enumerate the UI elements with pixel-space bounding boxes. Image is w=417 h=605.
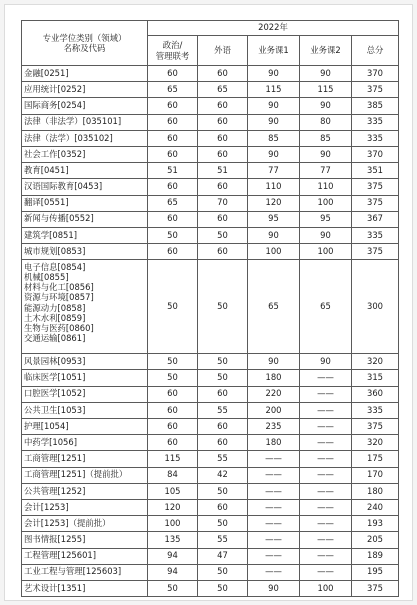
cell-course2: 90 [300, 66, 352, 82]
cell-total: 351 [352, 163, 399, 179]
cell-politics: 60 [148, 130, 198, 146]
cell-course1: 90 [248, 580, 300, 596]
cell-total: 195 [352, 564, 399, 580]
engineering-program-name: 资源与环境[0857] [24, 292, 94, 303]
cell-politics: 60 [148, 419, 198, 435]
cell-program-name: 艺术设计[1351] [22, 580, 148, 596]
cell-course1: —— [248, 499, 300, 515]
table-row [22, 354, 399, 370]
table-row [22, 467, 399, 483]
cell-course1: —— [248, 564, 300, 580]
cell-program-name: 城市规划[0853] [22, 244, 148, 260]
cell-total: 189 [352, 548, 399, 564]
col-course2-header: 业务课2 [300, 36, 352, 66]
table-row [22, 499, 399, 515]
cell-program-name: 口腔医学[1052] [22, 386, 148, 402]
engineering-program-name: 能源动力[0858] [24, 302, 86, 313]
cell-politics: 60 [148, 244, 198, 260]
cell-program-name: 工商管理[1251]（提前批） [22, 467, 148, 483]
cell-foreign: 60 [198, 130, 248, 146]
table-row-engineering [22, 260, 399, 354]
cell-total: 300 [352, 260, 399, 354]
col-politics-line-2: 管理联考 [155, 50, 190, 61]
cell-course2: —— [300, 402, 352, 418]
cell-course1: 90 [248, 146, 300, 162]
cell-course1: 180 [248, 370, 300, 386]
cell-politics: 50 [148, 580, 198, 596]
cell-course1: 77 [248, 163, 300, 179]
cell-course2: —— [300, 435, 352, 451]
cell-foreign: 60 [198, 386, 248, 402]
cell-program-name: 新闻与传播[0552] [22, 211, 148, 227]
cell-foreign: 55 [198, 532, 248, 548]
cell-course1: 65 [248, 260, 300, 354]
cell-program-name: 风景园林[0953] [22, 354, 148, 370]
cell-politics: 65 [148, 195, 198, 211]
cell-program-name: 法律（法学）[035102] [22, 130, 148, 146]
engineering-names-cell [22, 260, 148, 354]
table-row [22, 163, 399, 179]
cell-politics: 50 [148, 354, 198, 370]
cell-politics: 60 [148, 114, 198, 130]
cell-course1: 110 [248, 179, 300, 195]
cell-total: 315 [352, 370, 399, 386]
cell-program-name: 中药学[1056] [22, 435, 148, 451]
cell-course2: —— [300, 516, 352, 532]
cell-program-name: 建筑学[0851] [22, 227, 148, 243]
cell-course1: —— [248, 483, 300, 499]
cell-total: 335 [352, 114, 399, 130]
cell-course2: 95 [300, 211, 352, 227]
table-row [22, 130, 399, 146]
cell-politics: 115 [148, 451, 198, 467]
cell-course2: —— [300, 483, 352, 499]
cell-politics: 50 [148, 227, 198, 243]
cell-total: 375 [352, 82, 399, 98]
cell-total: 375 [352, 244, 399, 260]
cell-politics: 100 [148, 516, 198, 532]
cell-foreign: 47 [198, 548, 248, 564]
col-politics-line-1: 政治/ [162, 40, 183, 51]
cell-foreign: 55 [198, 402, 248, 418]
cell-politics: 60 [148, 402, 198, 418]
cell-total: 240 [352, 499, 399, 515]
table-row [22, 435, 399, 451]
cell-politics: 65 [148, 82, 198, 98]
cell-total: 320 [352, 435, 399, 451]
cell-program-name: 工程管理[125601] [22, 548, 148, 564]
cell-politics: 51 [148, 163, 198, 179]
cell-foreign: 70 [198, 195, 248, 211]
engineering-program-name: 电子信息[0854] [24, 262, 86, 273]
cell-course2: —— [300, 532, 352, 548]
cell-foreign: 60 [198, 66, 248, 82]
document-page [4, 4, 413, 601]
col-politics-header [148, 36, 198, 66]
engineering-program-name: 材料与化工[0856] [24, 282, 94, 293]
cell-course2: 100 [300, 195, 352, 211]
cell-total: 175 [352, 451, 399, 467]
cell-course2: —— [300, 419, 352, 435]
engineering-program-name: 机械[0855] [24, 272, 69, 283]
corner-line-2: 名称及代码 [63, 43, 106, 53]
cell-course1: 220 [248, 386, 300, 402]
cell-course2: 110 [300, 179, 352, 195]
cell-program-name: 工业工程与管理[125603] [22, 564, 148, 580]
cell-program-name: 会计[1253]（提前批） [22, 516, 148, 532]
cell-course1: 90 [248, 354, 300, 370]
cell-course2: —— [300, 467, 352, 483]
table-row [22, 370, 399, 386]
cell-foreign: 60 [198, 146, 248, 162]
cell-total: 375 [352, 179, 399, 195]
cell-foreign: 50 [198, 580, 248, 596]
cell-politics: 60 [148, 98, 198, 114]
cell-program-name: 会计[1253] [22, 499, 148, 515]
table-row [22, 179, 399, 195]
table-row [22, 114, 399, 130]
cell-program-name: 金融[0251] [22, 66, 148, 82]
cell-course1: 200 [248, 402, 300, 418]
cell-politics: 60 [148, 66, 198, 82]
table-row [22, 386, 399, 402]
cell-course2: 115 [300, 82, 352, 98]
cell-program-name: 汉语国际教育[0453] [22, 179, 148, 195]
cell-total: 180 [352, 483, 399, 499]
cell-program-name: 社会工作[0352] [22, 146, 148, 162]
cell-total: 320 [352, 354, 399, 370]
cell-course1: 100 [248, 244, 300, 260]
table-row [22, 98, 399, 114]
cell-course1: —— [248, 532, 300, 548]
cell-course1: 180 [248, 435, 300, 451]
cell-foreign: 60 [198, 499, 248, 515]
cell-course2: —— [300, 564, 352, 580]
cell-course1: 85 [248, 130, 300, 146]
cell-foreign: 60 [198, 179, 248, 195]
cell-course2: —— [300, 386, 352, 402]
cell-politics: 50 [148, 260, 198, 354]
cell-course2: 65 [300, 260, 352, 354]
cell-foreign: 60 [198, 211, 248, 227]
cell-foreign: 65 [198, 82, 248, 98]
cell-course1: —— [248, 516, 300, 532]
table-row [22, 146, 399, 162]
cell-course2: —— [300, 370, 352, 386]
cell-foreign: 60 [198, 435, 248, 451]
cell-foreign: 50 [198, 227, 248, 243]
cell-total: 170 [352, 467, 399, 483]
cell-course2: 100 [300, 580, 352, 596]
cell-course2: 77 [300, 163, 352, 179]
cell-course2: 90 [300, 354, 352, 370]
cell-course1: 95 [248, 211, 300, 227]
table-row [22, 451, 399, 467]
cell-total: 385 [352, 98, 399, 114]
cell-course2: 90 [300, 227, 352, 243]
cell-politics: 120 [148, 499, 198, 515]
cell-total: 370 [352, 66, 399, 82]
table-row [22, 82, 399, 98]
cell-total: 193 [352, 516, 399, 532]
table-row [22, 548, 399, 564]
cell-course1: 120 [248, 195, 300, 211]
table-row [22, 564, 399, 580]
cell-program-name: 临床医学[1051] [22, 370, 148, 386]
cell-total: 375 [352, 195, 399, 211]
cell-course2: 100 [300, 244, 352, 260]
cell-politics: 60 [148, 435, 198, 451]
table-row [22, 211, 399, 227]
table-row [22, 516, 399, 532]
cell-total: 367 [352, 211, 399, 227]
cell-course2: 90 [300, 146, 352, 162]
table-row [22, 419, 399, 435]
cell-program-name: 护理[1054] [22, 419, 148, 435]
cell-foreign: 50 [198, 354, 248, 370]
cell-course1: 90 [248, 227, 300, 243]
cell-politics: 135 [148, 532, 198, 548]
cell-total: 375 [352, 580, 399, 596]
cell-foreign: 50 [198, 370, 248, 386]
cell-program-name: 翻译[0551] [22, 195, 148, 211]
cell-foreign: 60 [198, 114, 248, 130]
cell-program-name: 法律（非法学）[035101] [22, 114, 148, 130]
cell-total: 335 [352, 227, 399, 243]
cell-politics: 50 [148, 370, 198, 386]
cell-politics: 60 [148, 211, 198, 227]
table-row [22, 402, 399, 418]
cell-course1: —— [248, 467, 300, 483]
cell-course1: 115 [248, 82, 300, 98]
cell-course1: 90 [248, 114, 300, 130]
cell-course1: 235 [248, 419, 300, 435]
cell-foreign: 50 [198, 483, 248, 499]
cell-total: 360 [352, 386, 399, 402]
cell-program-name: 工商管理[1251] [22, 451, 148, 467]
cell-total: 335 [352, 402, 399, 418]
cell-total: 205 [352, 532, 399, 548]
cell-course2: 85 [300, 130, 352, 146]
cell-course2: 90 [300, 98, 352, 114]
cell-course2: —— [300, 451, 352, 467]
cell-foreign: 50 [198, 516, 248, 532]
cell-politics: 94 [148, 548, 198, 564]
cell-program-name: 图书情报[1255] [22, 532, 148, 548]
cell-politics: 94 [148, 564, 198, 580]
cell-foreign: 51 [198, 163, 248, 179]
table-row [22, 483, 399, 499]
cell-foreign: 60 [198, 244, 248, 260]
corner-line-1: 专业学位类别（领域） [42, 32, 127, 43]
cell-program-name: 教育[0451] [22, 163, 148, 179]
score-table [21, 20, 399, 597]
table-row [22, 195, 399, 211]
cell-politics: 84 [148, 467, 198, 483]
cell-foreign: 50 [198, 260, 248, 354]
cell-foreign: 42 [198, 467, 248, 483]
cell-foreign: 60 [198, 98, 248, 114]
cell-course2: —— [300, 499, 352, 515]
cell-foreign: 50 [198, 564, 248, 580]
corner-header [22, 21, 148, 66]
engineering-program-name: 生物与医药[0860] [24, 322, 94, 333]
cell-politics: 105 [148, 483, 198, 499]
cell-program-name: 公共卫生[1053] [22, 402, 148, 418]
engineering-program-name: 土木水利[0859] [24, 312, 86, 323]
cell-course1: 90 [248, 98, 300, 114]
cell-program-name: 公共管理[1252] [22, 483, 148, 499]
cell-politics: 60 [148, 179, 198, 195]
header-row-year [22, 21, 399, 36]
cell-total: 375 [352, 419, 399, 435]
cell-course2: 80 [300, 114, 352, 130]
cell-course1: —— [248, 548, 300, 564]
table-row [22, 66, 399, 82]
cell-foreign: 55 [198, 451, 248, 467]
cell-program-name: 国际商务[0254] [22, 98, 148, 114]
cell-course2: —— [300, 548, 352, 564]
col-course1-header: 业务课1 [248, 36, 300, 66]
cell-politics: 60 [148, 386, 198, 402]
table-row [22, 580, 399, 596]
col-foreign-header: 外语 [198, 36, 248, 66]
cell-course1: 90 [248, 66, 300, 82]
cell-total: 370 [352, 146, 399, 162]
cell-program-name: 应用统计[0252] [22, 82, 148, 98]
table-row [22, 244, 399, 260]
cell-total: 335 [352, 130, 399, 146]
cell-politics: 60 [148, 146, 198, 162]
table-row [22, 227, 399, 243]
year-header: 2022年 [148, 21, 399, 36]
engineering-program-name: 交通运输[0861] [24, 332, 86, 343]
cell-course1: —— [248, 451, 300, 467]
cell-foreign: 60 [198, 419, 248, 435]
col-total-header: 总分 [352, 36, 399, 66]
table-row [22, 532, 399, 548]
